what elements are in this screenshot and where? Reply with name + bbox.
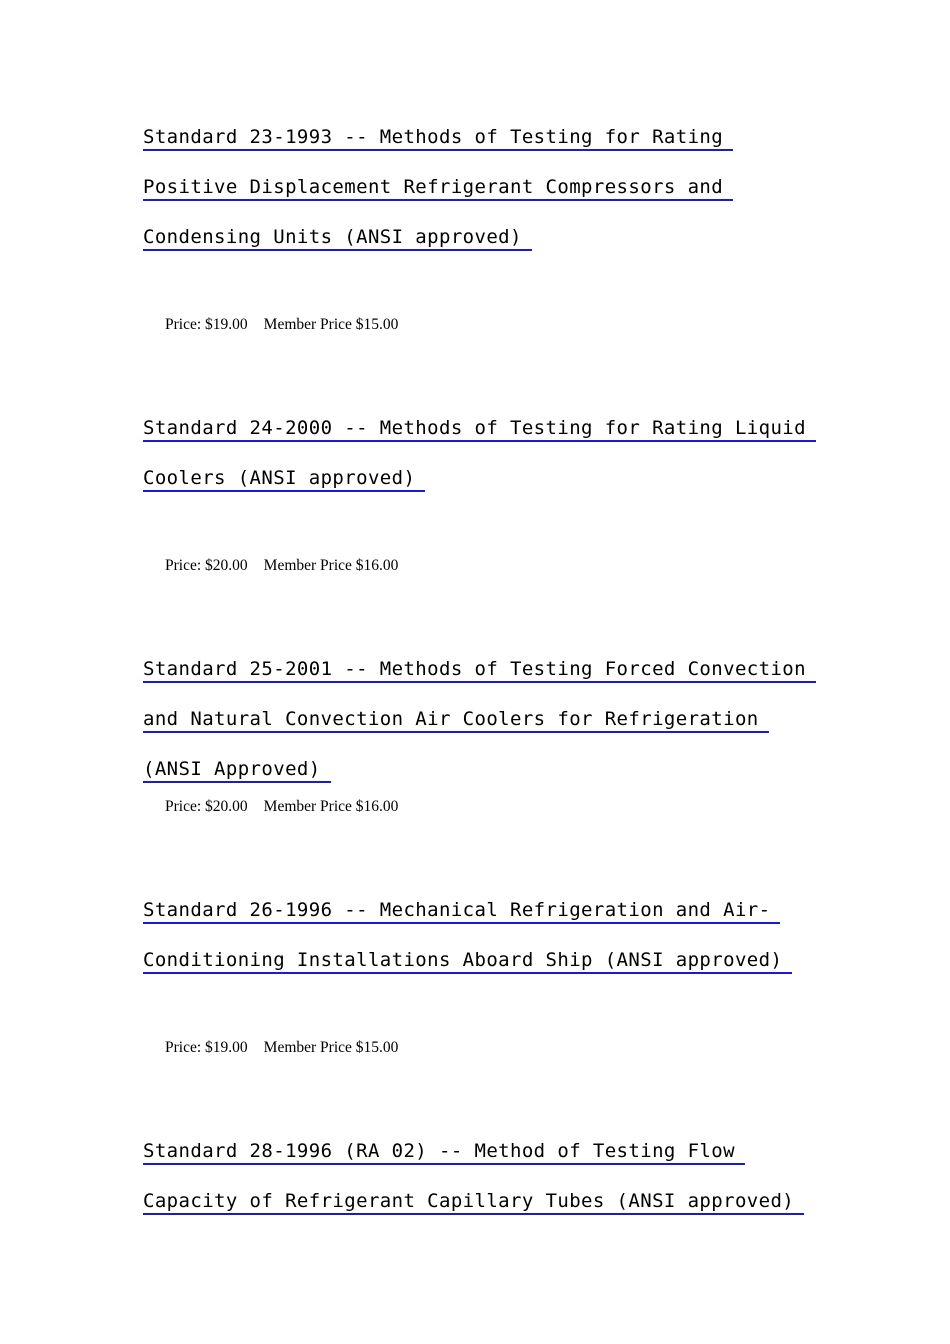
price: Price: $19.00	[165, 1039, 248, 1056]
price: Price: $19.00	[165, 316, 248, 333]
price-line	[165, 557, 398, 575]
price-line	[165, 798, 398, 816]
price-line	[165, 1039, 398, 1057]
standard-title: Standard 28-1996 (RA 02) -- Method of Testing Flow Capacity of Refrigerant Capillary Tubes (ANSI approved)	[143, 1140, 804, 1215]
standard-entry	[143, 1126, 811, 1226]
standard-entry	[143, 644, 811, 794]
member-price: Member Price $16.00	[263, 798, 399, 815]
standard-title-link[interactable]	[143, 644, 811, 794]
member-price: Member Price $15.00	[263, 1039, 399, 1056]
member-price: Member Price $16.00	[263, 557, 399, 574]
standard-title-link[interactable]	[143, 403, 811, 503]
standard-title: Standard 25-2001 -- Methods of Testing Forced Convection and Natural Convection Air Coolers for Refrigeration (ANSI Approved)	[143, 658, 816, 783]
member-price: Member Price $15.00	[263, 316, 399, 333]
price: Price: $20.00	[165, 798, 248, 815]
standard-entry	[143, 112, 811, 262]
standard-title: Standard 23-1993 -- Methods of Testing for Rating Positive Displacement Refrigerant Compressors and Condensing Units (ANSI approved)	[143, 126, 733, 251]
standard-title: Standard 24-2000 -- Methods of Testing for Rating Liquid Coolers (ANSI approved)	[143, 417, 816, 492]
standard-title-link[interactable]	[143, 1126, 811, 1226]
standard-entry	[143, 403, 811, 503]
standard-entry	[143, 885, 811, 985]
price-line	[165, 316, 398, 334]
standard-title-link[interactable]	[143, 885, 811, 985]
standard-title: Standard 26-1996 -- Mechanical Refrigeration and Air-Conditioning Installations Aboard Ship (ANSI approved)	[143, 899, 792, 974]
price: Price: $20.00	[165, 557, 248, 574]
standard-title-link[interactable]	[143, 112, 811, 262]
